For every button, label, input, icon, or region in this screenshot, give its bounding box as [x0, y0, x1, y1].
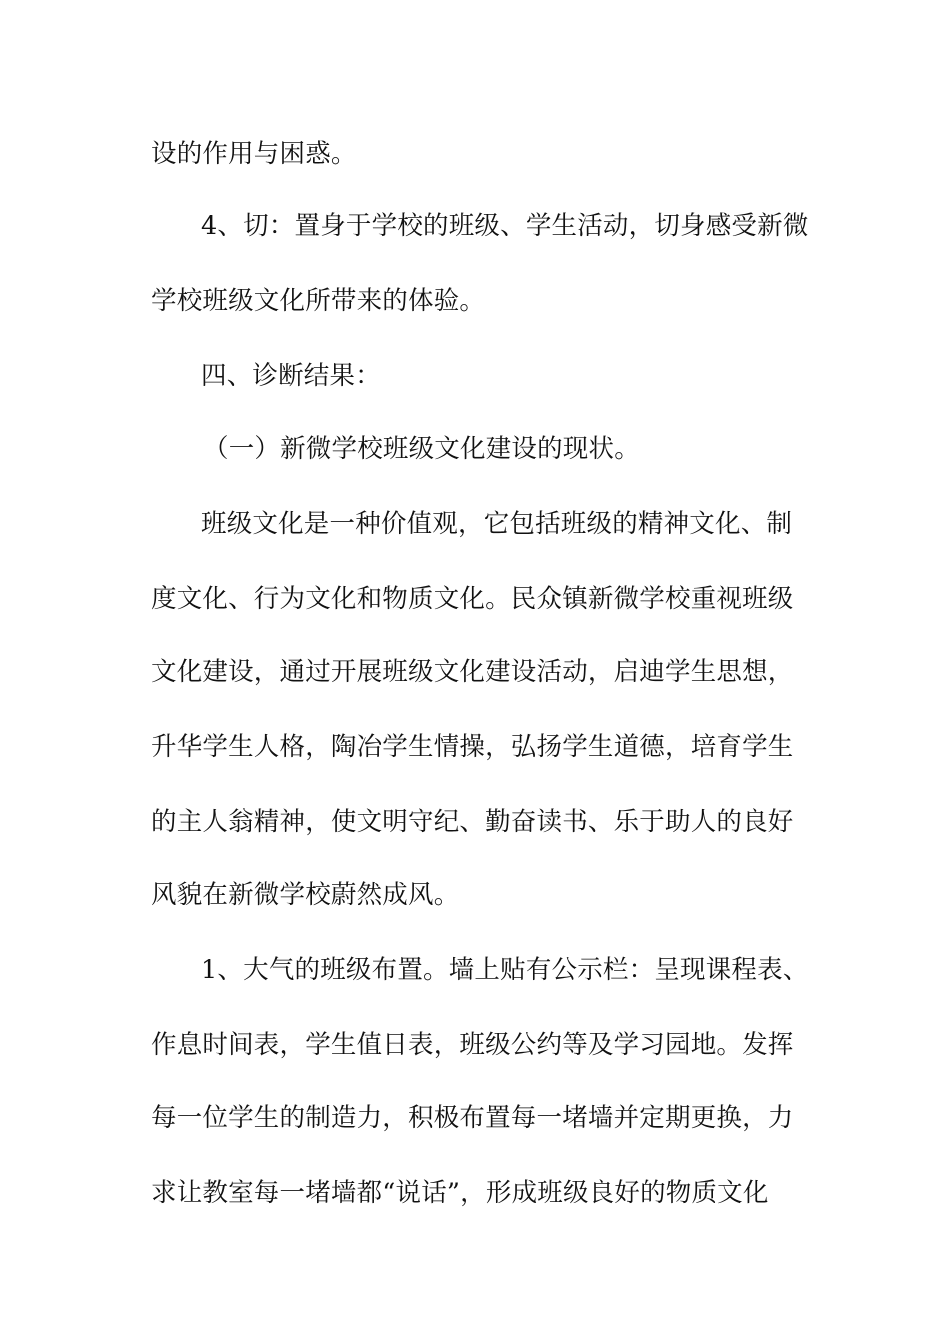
paragraph-line: 升华学生人格，陶冶学生情操，弘扬学生道德，培育学生: [151, 732, 794, 762]
paragraph-line: 文化建设，通过开展班级文化建设活动，启迪学生思想，: [151, 657, 794, 687]
paragraph-line: 1、大气的班级布置。墙上贴有公示栏：呈现课程表、: [201, 955, 809, 985]
paragraph-line: 每一位学生的制造力，积极布置每一堵墙并定期更换，力: [151, 1103, 794, 1133]
paragraph-line: 的主人翁精神，使文明守纪、勤奋读书、乐于助人的良好: [151, 807, 794, 837]
paragraph-line: 学校班级文化所带来的体验。: [151, 286, 486, 316]
section-heading: 四、诊断结果：: [201, 361, 381, 391]
paragraph-line: 4、切：置身于学校的班级、学生活动，切身感受新微: [201, 211, 809, 241]
paragraph-line: 作息时间表，学生值日表，班级公约等及学习园地。发挥: [151, 1030, 794, 1060]
paragraph-line: 风貌在新微学校蔚然成风。: [151, 880, 460, 910]
paragraph-line: 求让教室每一堵墙都“说话”，形成班级良好的物质文化: [151, 1178, 769, 1208]
paragraph-line: 度文化、行为文化和物质文化。民众镇新微学校重视班级: [151, 584, 794, 614]
subsection-heading: （一）新微学校班级文化建设的现状。: [203, 434, 640, 464]
paragraph-line: 设的作用与困惑。: [151, 139, 357, 169]
paragraph-line: 班级文化是一种价值观，它包括班级的精神文化、制: [201, 509, 793, 539]
